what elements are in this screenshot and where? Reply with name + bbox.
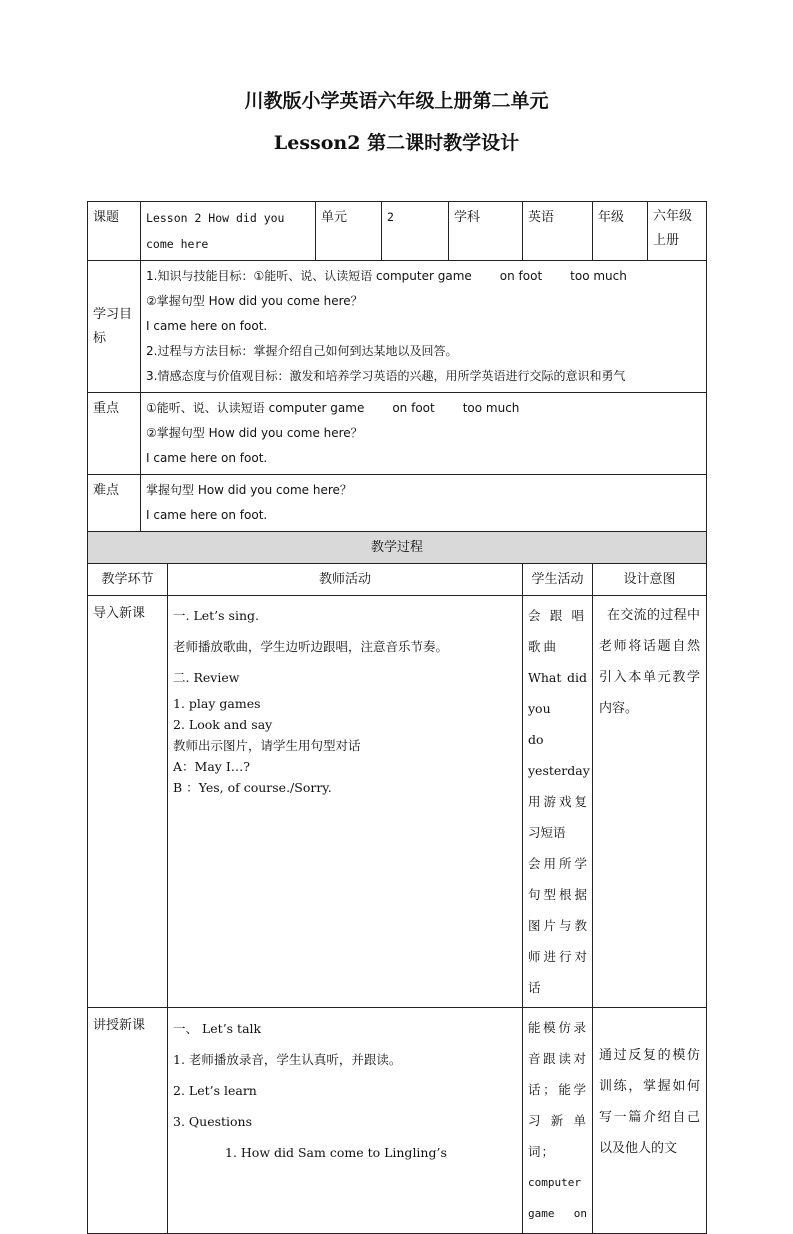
subject-label: 学科 (449, 202, 523, 261)
col-stage-header: 教学环节 (88, 564, 168, 596)
stage1-teacher (168, 596, 523, 1008)
key-points-label: 重点 (88, 393, 141, 475)
stage1-row (88, 596, 707, 1008)
goals-content (141, 261, 707, 393)
unit-value: 2 (382, 202, 449, 261)
goals-phrase1: computer game (376, 269, 472, 283)
document-title: 川教版小学英语六年级上册第二单元 (244, 90, 549, 112)
key-points-line2: ②掌握句型 How did you come here？ (146, 426, 363, 440)
topic-label: 课题 (88, 202, 141, 261)
goals-phrase3: too much (570, 269, 627, 283)
stage1-teacher-line: 一. Let’s sing. (173, 608, 259, 623)
topic-value: Lesson 2 How did you come here (141, 202, 316, 261)
col-student-header: 学生活动 (523, 564, 593, 596)
goals-label: 学习目标 (88, 261, 141, 393)
key-points-phrase2: on foot (392, 401, 435, 415)
stage1-student-line: 会跟唱歌曲 (528, 608, 587, 654)
process-header-row (88, 564, 707, 596)
stage2-teacher (168, 1008, 523, 1234)
subject-value: 英语 (523, 202, 593, 261)
goals-line3: I came here on foot. (146, 319, 268, 333)
stage2-teacher-line: 2. Let’s learn (173, 1083, 257, 1098)
stage1-intent: 在交流的过程中老师将话题自然引入本单元教学内容。 (593, 596, 707, 1008)
col-teacher-header: 教师活动 (168, 564, 523, 596)
stage2-student-mono: computer game on (528, 1176, 587, 1220)
difficulties-row (88, 475, 707, 532)
stage2-teacher-line: 1. 老师播放录音，学生认真听，并跟读。 (173, 1052, 402, 1067)
difficulties-content (141, 475, 707, 532)
key-points-row (88, 393, 707, 475)
stage1-teacher-line: 老师播放歌曲，学生边听边跟唱，注意音乐节奏。 (173, 639, 449, 654)
stage1-teacher-line: A：May I…? (173, 759, 250, 774)
goals-phrase2: on foot (499, 269, 543, 283)
difficulties-line1: 掌握句型 How did you come here？ (146, 483, 352, 497)
stage1-student-line: What did you (528, 670, 587, 716)
key-points-line1-prefix: ①能听、说、认读短语 (146, 401, 265, 415)
stage2-teacher-line: 1. How did Sam come to Lingling’s (225, 1145, 447, 1160)
stage2-name: 讲授新课 (88, 1008, 168, 1234)
lesson-plan-table (87, 201, 707, 1234)
difficulties-label: 难点 (88, 475, 141, 532)
stage2-row (88, 1008, 707, 1234)
difficulties-line2: I came here on foot. (146, 508, 268, 522)
stage1-student (523, 596, 593, 1008)
process-title: 教学过程 (88, 532, 707, 564)
goals-line2: ②掌握句型 How did you come here？ (146, 294, 363, 308)
goals-row (88, 261, 707, 393)
stage1-student-line: 用游戏复习短语 (528, 794, 587, 840)
key-points-phrase3: too much (462, 401, 520, 415)
stage2-student (523, 1008, 593, 1234)
key-points-line3: I came here on foot. (146, 451, 268, 465)
stage2-teacher-line: 一、 Let’s talk (173, 1021, 262, 1036)
goals-line4: 2.过程与方法目标：掌握介绍自己如何到达某地以及回答。 (146, 344, 458, 358)
unit-label: 单元 (316, 202, 382, 261)
process-band-row (88, 532, 707, 564)
key-points-phrase1: computer game (268, 401, 365, 415)
key-points-content (141, 393, 707, 475)
header-row (88, 202, 707, 261)
stage1-student-line: do yesterday (528, 732, 590, 778)
stage1-teacher-line: 2. Look and say (173, 717, 273, 732)
col-intent-header: 设计意图 (593, 564, 707, 596)
goals-line1-prefix: 1.知识与技能目标：①能听、说、认读短语 (146, 269, 373, 283)
stage1-teacher-line: 二. Review (173, 670, 240, 685)
stage2-intent: 通过反复的模仿训练，掌握如何写一篇介绍自己以及他人的文 (593, 1008, 707, 1234)
grade-value: 六年级上册 (648, 202, 707, 261)
stage1-teacher-line: 教师出示图片，请学生用句型对话 (173, 738, 361, 753)
stage1-student-line: 会用所学句型根据图片与教师进行对话 (528, 856, 587, 995)
goals-line5: 3.情感态度与价值观目标：激发和培养学习英语的兴趣，用所学英语进行交际的意识和勇气 (146, 369, 626, 383)
stage1-teacher-line: 1. play games (173, 696, 261, 711)
stage2-student-text: 能模仿录音跟读对话；能学习新单词； (528, 1020, 587, 1159)
grade-label: 年级 (593, 202, 648, 261)
stage1-name: 导入新课 (88, 596, 168, 1008)
stage1-teacher-line: B ：Yes, of course./Sorry. (173, 780, 332, 795)
stage2-teacher-line: 3. Questions (173, 1114, 253, 1129)
document-subtitle: Lesson2 第二课时教学设计 (273, 132, 520, 154)
